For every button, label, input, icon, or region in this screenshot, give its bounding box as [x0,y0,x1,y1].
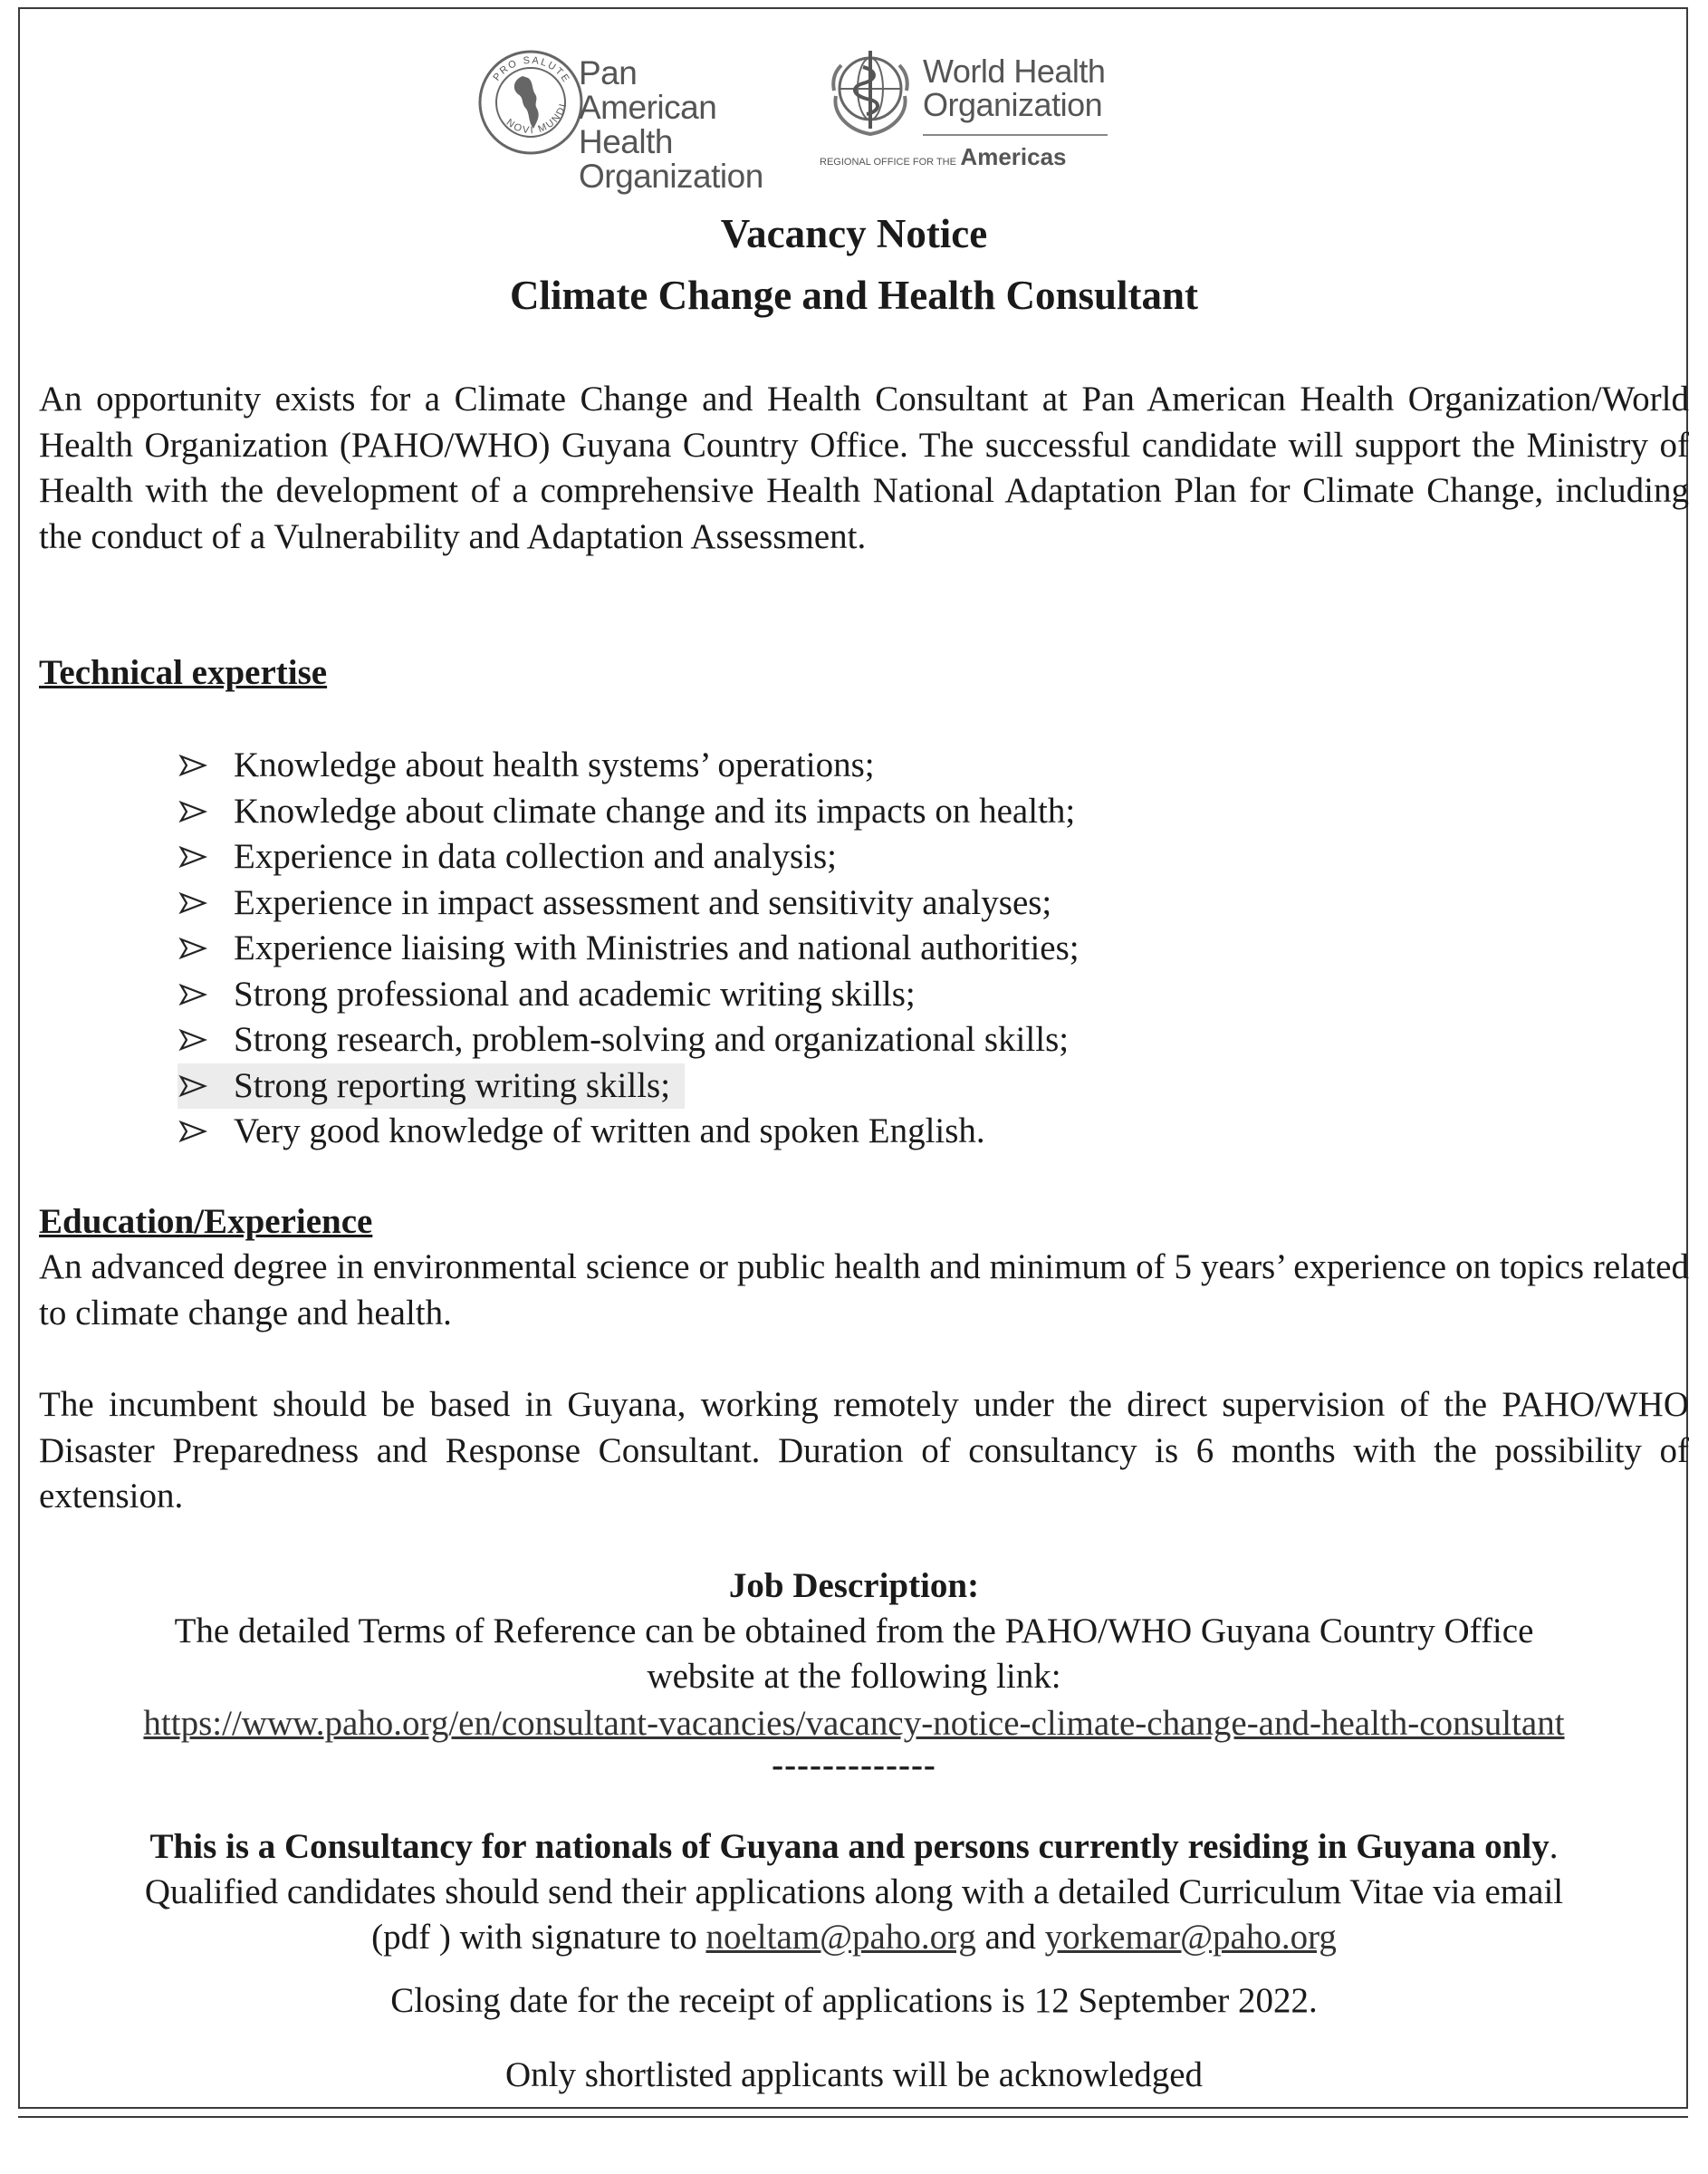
list-item [178,1017,1079,1063]
list-item-text: Very good knowledge of written and spoken English. [234,1111,985,1150]
separator: ------------- [772,1746,936,1784]
paho-seal-text-top: PRO SALUTE [491,54,572,86]
arrow-bullet-icon [178,926,208,971]
list-item-text: Strong professional and academic writing skills; [234,974,916,1014]
job-description-heading: Job Description: [728,1566,980,1605]
who-logo [820,42,1109,178]
intro-paragraph: An opportunity exists for a Climate Change and Health Consultant at Pan American Health Organization/World Health Organization (PAHO/WHO) Guyana Country Office. The successful candidate will support the Ministry of Health with the development of a comprehensive Health National Adaptation Plan for Climate Change, including the conduct of a Vulnerability and Adaptation Assessment. [39,380,1689,556]
notice-title: Vacancy Notice [720,211,988,256]
list-item [178,972,1079,1018]
who-emblem-icon [820,42,921,143]
who-line-2: Organization [923,86,1103,123]
technical-expertise-heading: Technical expertise [39,653,328,692]
email-link-yorkemar[interactable]: yorkemar@paho.org [1044,1918,1337,1957]
paho-line-1: Pan American [579,54,717,126]
list-item-text: Experience in data collection and analysis; [234,837,837,876]
list-item-text: Knowledge about health systems’ operations; [234,746,875,784]
position-title: Climate Change and Health Consultant [509,273,1199,318]
arrow-bullet-icon [178,972,208,1017]
application-instructions-line-1: Qualified candidates should send their applications along with a detailed Curriculum Vitae via email [144,1872,1564,1911]
arrow-bullet-icon [178,834,208,880]
list-item [178,789,1079,835]
list-item-text: Strong research, problem-solving and organizational skills; [234,1020,1070,1059]
who-regional-americas: Americas [960,143,1067,170]
terms-of-reference-link[interactable]: https://www.paho.org/en/consultant-vacancies/vacancy-notice-climate-change-and-health-consultant [143,1704,1565,1743]
arrow-bullet-icon [178,880,208,926]
list-item-text: Experience in impact assessment and sensitivity analyses; [234,882,1052,922]
list-item [178,926,1079,972]
job-description-line-2: website at the following link: [647,1657,1061,1696]
closing-date: Closing date for the receipt of applications is 12 September 2022. [390,1981,1318,2020]
list-item [178,1063,1079,1110]
arrow-bullet-icon [178,1063,208,1109]
paho-seal-icon [477,49,584,156]
list-item [178,834,1079,880]
application-prefix: (pdf ) with signature to [371,1918,706,1957]
list-item [178,880,1079,927]
technical-expertise-list [178,743,1079,1155]
list-item [178,743,1079,789]
acknowledgement-note: Only shortlisted applicants will be acknowledged [504,2055,1204,2094]
education-heading: Education/Experience [39,1202,373,1241]
header-logos [0,42,1708,195]
paho-logo [477,49,776,195]
application-conjunction: and [975,1918,1045,1957]
paho-line-3: Organization [579,158,763,195]
list-item-text: Strong reporting writing skills; [234,1065,671,1105]
incumbent-paragraph: The incumbent should be based in Guyana, working remotely under the direct supervision of the PAHO/WHO Disaster Preparedness and Response Consultant. Duration of consultancy is 6 months with the possibility of extension. [39,1385,1689,1515]
arrow-bullet-icon [178,743,208,788]
arrow-bullet-icon [178,1109,208,1154]
who-divider [923,134,1108,136]
job-description-line-1: The detailed Terms of Reference can be obtained from the PAHO/WHO Guyana Country Office [174,1611,1534,1650]
who-wordmark [923,54,1105,121]
paho-wordmark [579,56,776,194]
list-item-text: Experience liaising with Ministries and national authorities; [234,928,1079,967]
paho-line-2: Health [579,123,673,160]
list-item-text: Knowledge about climate change and its impacts on health; [234,791,1076,831]
nationals-notice-bold: This is a Consultancy for nationals of Guyana and persons currently residing in Guyana only [149,1827,1550,1866]
paho-seal-text-bottom: NOVI MUNDI [504,101,570,137]
list-item [178,1109,1079,1155]
nationals-notice [0,1824,1708,1870]
education-paragraph: An advanced degree in environmental science or public health and minimum of 5 years’ experience on topics related to climate change and health. [39,1247,1689,1332]
email-link-noeltam[interactable]: noeltam@paho.org [705,1918,976,1957]
arrow-bullet-icon [178,1017,208,1063]
bottom-rule [18,2116,1688,2118]
nationals-notice-period: . [1549,1827,1559,1866]
who-line-1: World Health [923,53,1106,90]
arrow-bullet-icon [178,789,208,834]
application-instructions-line-2 [0,1915,1708,1960]
who-regional-small: REGIONAL OFFICE FOR THE [820,157,956,168]
who-regional-office [820,143,1067,171]
